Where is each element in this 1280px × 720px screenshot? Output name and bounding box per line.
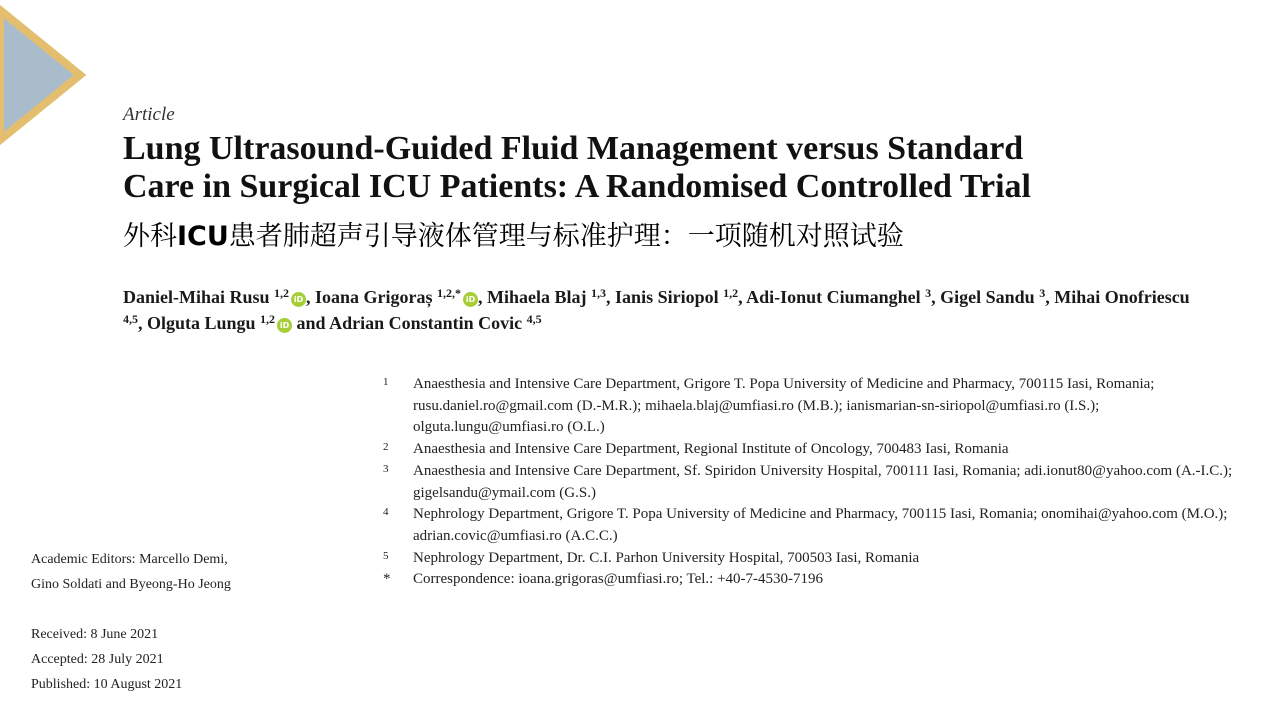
affiliation-number: 1 xyxy=(383,376,389,388)
author-entry xyxy=(615,287,746,307)
author-entry xyxy=(329,313,542,333)
orcid-icon[interactable]: iD xyxy=(277,318,292,333)
affiliation-number: 4 xyxy=(383,506,389,519)
author-list xyxy=(123,284,1203,336)
affiliation-item xyxy=(383,374,1243,439)
author-separator: , xyxy=(606,287,616,307)
affiliation-text: Nephrology Department, Dr. C.I. Parhon University Hospital, 700503 Iasi, Romania xyxy=(413,549,920,566)
author-separator: , xyxy=(478,287,488,307)
author-affiliation-sup: 1,2 xyxy=(723,286,739,300)
paper-title-line-2: Care in Surgical ICU Patients: A Randomised Controlled Trial xyxy=(123,168,1031,205)
author-separator: , xyxy=(738,287,747,307)
accepted-date: Accepted: 28 July 2021 xyxy=(31,652,164,667)
author-affiliation-sup: 1,3 xyxy=(591,286,607,300)
author-affiliation-sup: 3 xyxy=(925,286,932,300)
author-entry xyxy=(487,287,615,307)
author-affiliation-sup: 4,5 xyxy=(123,312,138,326)
author-separator: , xyxy=(931,287,941,307)
academic-editors xyxy=(31,547,331,597)
author-name[interactable]: Ianis Siriopol xyxy=(615,287,719,307)
author-name[interactable]: Gigel Sandu xyxy=(940,287,1035,307)
author-affiliation-sup: 3 xyxy=(1039,286,1046,300)
affiliation-text: Correspondence: ioana.grigoras@umfiasi.ro; Tel.: +40-7-4530-7196 xyxy=(413,571,824,588)
paper-title xyxy=(123,130,1243,206)
affiliation-text: Nephrology Department, Grigore T. Popa University of Medicine and Pharmacy, 700115 Iasi, Romania; onomihai@yahoo.com (M.O.); adrian.covic@umfiasi.ro (A.C.C.) xyxy=(413,506,1228,544)
affiliation-item xyxy=(383,504,1243,547)
author-affiliation-sup: 1,2,* xyxy=(437,286,462,300)
affiliation-text: Anaesthesia and Intensive Care Department, Regional Institute of Oncology, 700483 Iasi, Romania xyxy=(413,441,1009,458)
author-affiliation-sup: 4,5 xyxy=(526,312,542,326)
author-name[interactable]: Ioana Grigoraș xyxy=(315,287,433,307)
orcid-icon[interactable]: iD xyxy=(291,292,306,307)
affiliation-number: 5 xyxy=(383,549,389,562)
publication-dates xyxy=(31,622,331,697)
title-cn-prefix: 外科 xyxy=(123,221,177,252)
author-entry xyxy=(123,287,315,307)
author-name[interactable]: Mihaela Blaj xyxy=(487,287,587,307)
affiliation-item xyxy=(383,439,1243,461)
author-name[interactable]: Adrian Constantin Covic xyxy=(329,313,523,333)
affiliation-number: * xyxy=(383,571,391,588)
title-cn-icu: ICU xyxy=(177,221,229,252)
affiliation-item xyxy=(383,461,1243,504)
author-name[interactable]: Adi-Ionut Ciumanghel xyxy=(746,287,921,307)
author-separator: , xyxy=(306,287,316,307)
author-entry xyxy=(940,287,1054,307)
author-separator: , xyxy=(138,313,147,333)
author-entry xyxy=(147,313,329,333)
paper-title-chinese xyxy=(123,220,1243,254)
author-entry xyxy=(315,287,487,307)
affiliation-text: Anaesthesia and Intensive Care Department, Grigore T. Popa University of Medicine and Pharmacy, 700115 Iasi, Romania; rusu.daniel.ro@gmail.com (D.-M.R.); mihaela.blaj@umfiasi.ro (M.B.); ianismarian-sn-siriopol@umfiasi.ro (I.S.); olguta.lungu@umfiasi.ro (O.L.) xyxy=(413,376,1155,436)
author-entry xyxy=(746,287,940,307)
author-affiliation-sup: 1,2 xyxy=(260,312,276,326)
editors-line-1: Academic Editors: Marcello Demi, xyxy=(31,552,228,567)
author-name[interactable]: Daniel-Mihai Rusu xyxy=(123,287,270,307)
author-name[interactable]: Olguta Lungu xyxy=(147,313,256,333)
orcid-icon[interactable]: iD xyxy=(463,292,478,307)
affiliation-number: 2 xyxy=(383,441,389,454)
corner-chevron-decoration xyxy=(0,0,100,150)
paper-title-line-1: Lung Ultrasound-Guided Fluid Management versus Standard xyxy=(123,130,1024,167)
affiliation-number: 3 xyxy=(383,462,389,475)
author-name[interactable]: Mihai Onofriescu xyxy=(1054,287,1190,307)
article-type-label: Article xyxy=(123,104,175,125)
author-affiliation-sup: 1,2 xyxy=(274,286,290,300)
title-cn-suffix: 患者肺超声引导液体管理与标准护理：一项随机对照试验 xyxy=(228,221,904,252)
author-separator: , xyxy=(1045,287,1055,307)
affiliation-item xyxy=(383,548,1243,570)
affiliation-list xyxy=(383,374,1243,591)
author-separator: and xyxy=(292,313,330,333)
received-date: Received: 8 June 2021 xyxy=(31,627,159,642)
affiliation-text: Anaesthesia and Intensive Care Department, Sf. Spiridon University Hospital, 700111 Iasi, Romania; adi.ionut80@yahoo.com (A.-I.C.); gigelsandu@ymail.com (G.S.) xyxy=(413,462,1233,501)
published-date: Published: 10 August 2021 xyxy=(31,677,183,692)
editors-line-2: Gino Soldati and Byeong-Ho Jeong xyxy=(31,577,231,592)
affiliation-item xyxy=(383,569,1243,591)
